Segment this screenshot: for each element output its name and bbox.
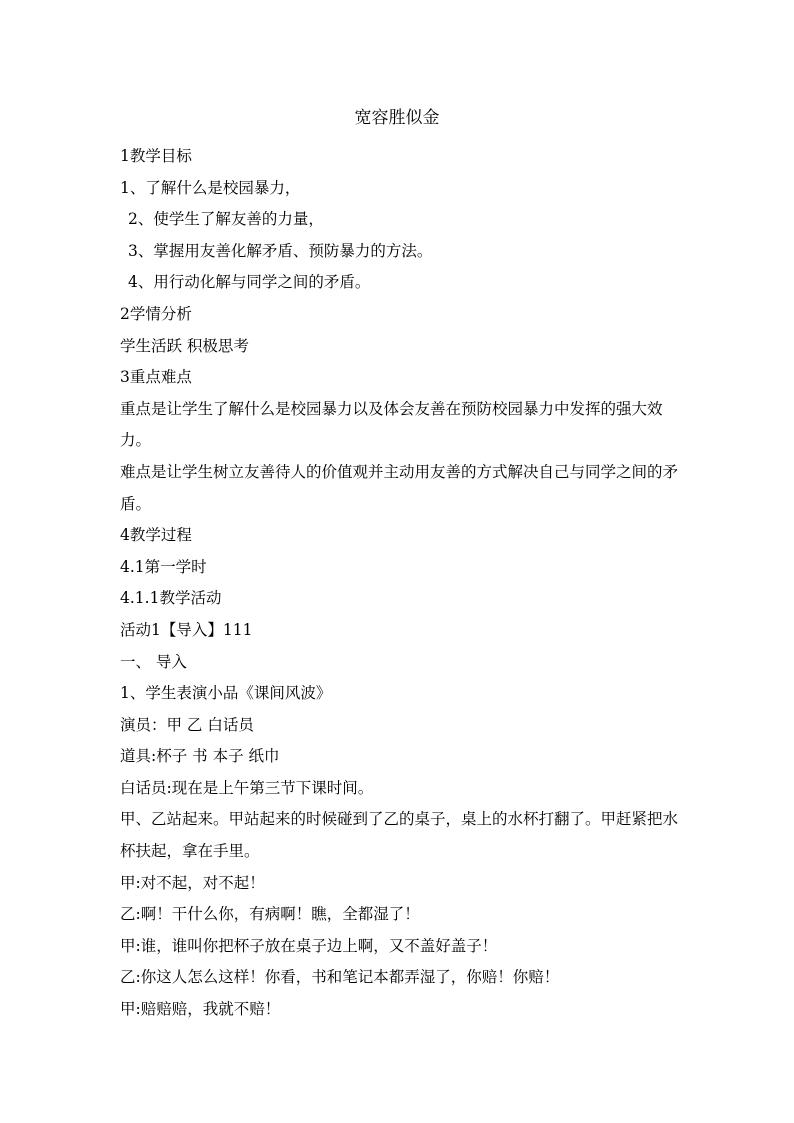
document-title: 宽容胜似金	[354, 108, 440, 128]
list-item: 3、掌握用友善化解矛盾、预防暴力的方法。	[128, 241, 433, 260]
dialogue-line: 乙:啊！干什么你，有病啊！瞧，全都湿了！	[120, 905, 420, 924]
dialogue-line: 甲:对不起，对不起！	[120, 873, 265, 892]
list-item: 2、使学生了解友善的力量，	[128, 210, 324, 229]
section-heading: 1教学目标	[120, 147, 192, 165]
dialogue-line: 甲:赔赔赔，我就不赔！	[120, 1000, 281, 1019]
document-body	[120, 141, 680, 1026]
list-item: 4、用行动化解与同学之间的矛盾。	[128, 273, 371, 292]
section-heading: 3重点难点	[120, 368, 192, 387]
paragraph: 道具:杯子 书 本子 纸巾	[120, 747, 280, 766]
subsection-heading: 4.1第一学时	[120, 557, 207, 576]
paragraph: 一、 导入	[120, 652, 187, 671]
section-heading: 2学情分析	[120, 304, 192, 323]
paragraph: 学生活跃 积极思考	[120, 336, 249, 355]
paragraph: 难点是让学生树立友善待人的价值观并主动用友善的方式解决自己与同学之间的矛盾。	[120, 462, 679, 513]
dialogue-line: 甲:谁，谁叫你把杯子放在桌子边上啊，又不盖好盖子！	[120, 936, 498, 955]
paragraph: 重点是让学生了解什么是校园暴力以及体会友善在预防校园暴力中发挥的强大效力。	[120, 399, 663, 450]
subsection-heading: 4.1.1教学活动	[120, 589, 222, 608]
section-heading: 4教学过程	[120, 526, 192, 545]
activity-heading: 活动1【导入】111	[120, 620, 253, 639]
paragraph: 演员：甲 乙 白话员	[120, 715, 254, 734]
paragraph: 白话员:现在是上午第三节下课时间。	[120, 778, 374, 797]
paragraph: 1、学生表演小品《课间风波》	[120, 684, 332, 703]
paragraph: 甲、乙站起来。甲站起来的时候碰到了乙的桌子，桌上的水杯打翻了。甲赶紧把水杯扶起，拿在手里。	[120, 810, 679, 861]
dialogue-line: 乙:你这人怎么这样！你看，书和笔记本都弄湿了，你赔！你赔！	[120, 968, 560, 987]
list-item: 1、了解什么是校园暴力，	[120, 178, 301, 197]
